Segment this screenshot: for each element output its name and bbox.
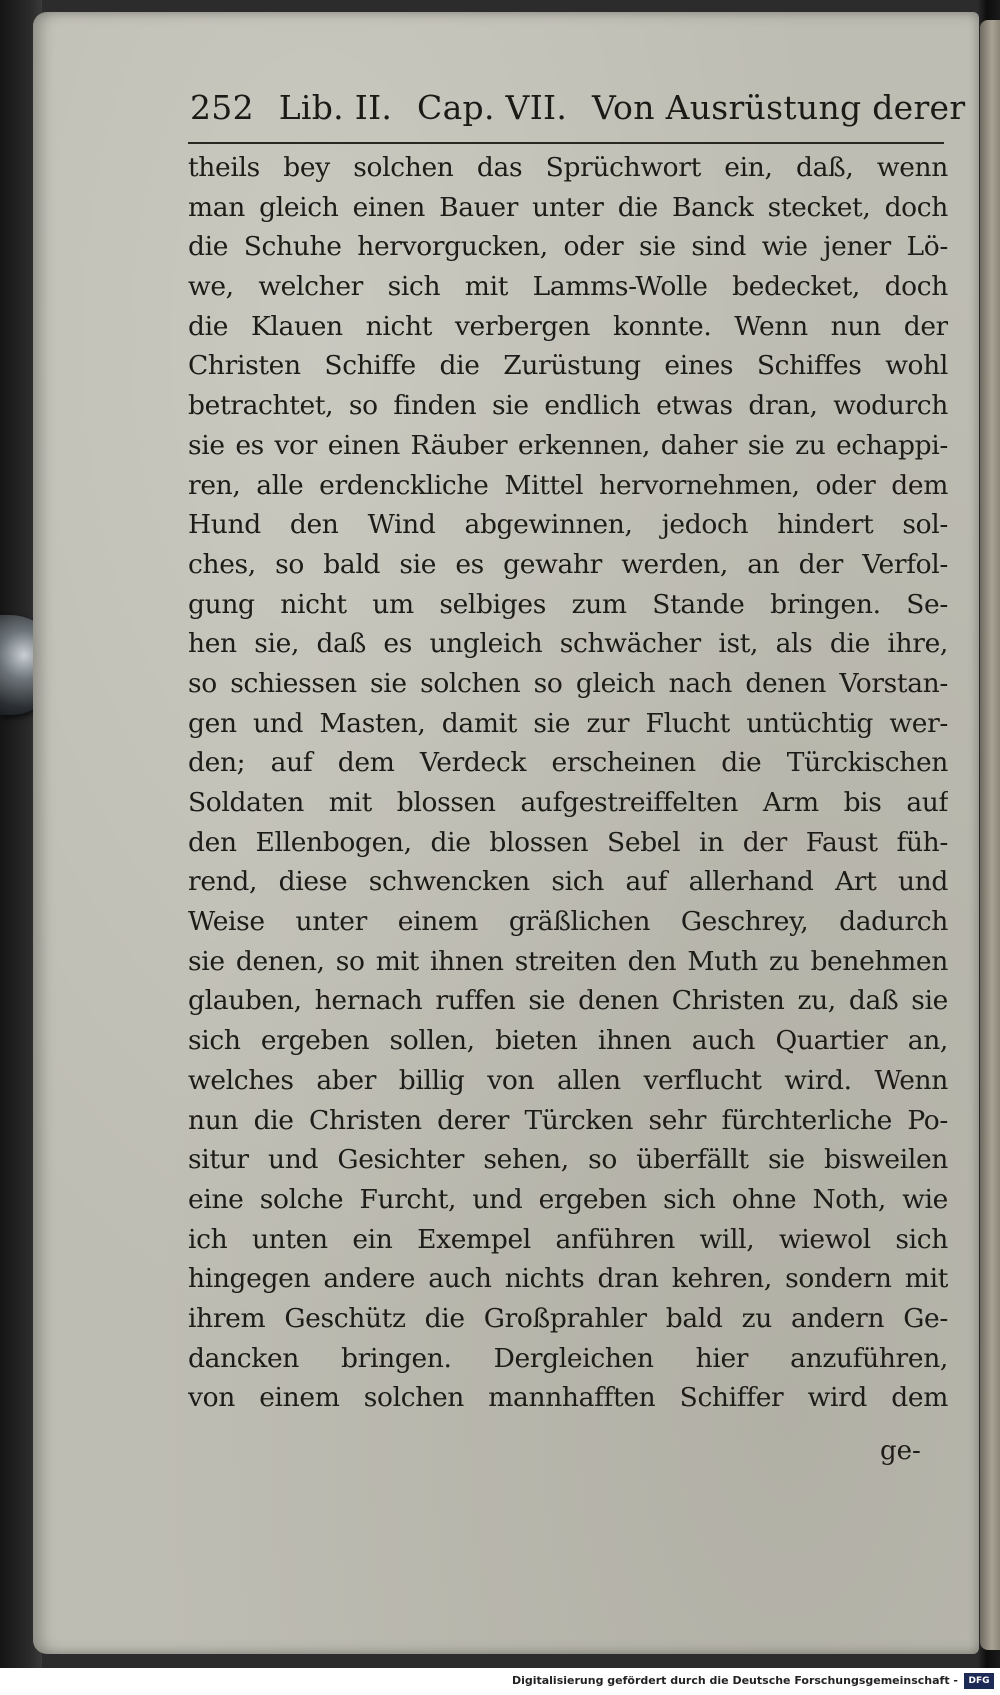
- text-line: von einem solchen mannhafften Schiffer wird dem: [188, 1382, 948, 1414]
- text-line: situr und Gesichter sehen, so überfällt sie bisweilen: [188, 1144, 948, 1176]
- book-number: Lib. II.: [278, 88, 393, 127]
- text-line: gung nicht um selbiges zum Stande bringen. Se-: [188, 588, 948, 620]
- text-line: ches, so bald sie es gewahr werden, an der Verfol-: [188, 548, 948, 580]
- funding-credit: Digitalisierung gefördert durch die Deutsche Forschungsgemeinschaft -: [511, 1674, 958, 1687]
- footer-bar: [0, 1668, 1000, 1695]
- text-line: man gleich einen Bauer unter die Banck stecket, doch: [188, 191, 948, 223]
- body-text: [188, 148, 948, 1418]
- text-line: den; auf dem Verdeck erscheinen die Türckischen: [188, 747, 948, 779]
- text-line: sich ergeben sollen, bieten ihnen auch Quartier an,: [188, 1025, 948, 1057]
- text-line: rend, diese schwencken sich auf allerhand Art und: [188, 866, 948, 898]
- text-line: we, welcher sich mit Lamms-Wolle bedecket, doch: [188, 271, 948, 303]
- text-line: nun die Christen derer Türcken sehr fürchterliche Po-: [188, 1104, 948, 1136]
- text-line: eine solche Furcht, und ergeben sich ohne Noth, wie: [188, 1183, 948, 1215]
- text-line: ihrem Geschütz die Großprahler bald zu andern Ge-: [188, 1302, 948, 1334]
- text-line: ren, alle erdenckliche Mittel hervornehmen, oder dem: [188, 469, 948, 501]
- text-line: Soldaten mit blossen aufgestreiffelten Arm bis auf: [188, 787, 948, 818]
- text-line: betrachtet, so finden sie endlich etwas dran, wodurch: [188, 390, 948, 422]
- chapter-number: Cap. VII.: [417, 88, 568, 127]
- text-line: gen und Masten, damit sie zur Flucht untüchtig wer-: [188, 707, 948, 739]
- facing-page-edge: [980, 20, 1000, 1650]
- text-line: die Schuhe hervorgucken, oder sie sind wie jener Lö-: [188, 231, 948, 263]
- page-number: 252: [190, 88, 254, 127]
- text-line: dancken bringen. Dergleichen hier anzuführen,: [188, 1342, 948, 1374]
- header-rule: [188, 142, 944, 144]
- dfg-logo: DFG: [964, 1673, 994, 1689]
- text-line: die Klauen nicht verbergen konnte. Wenn nun der: [188, 310, 948, 342]
- text-line: Hund den Wind abgewinnen, jedoch hindert sol-: [188, 509, 948, 541]
- text-line: hen sie, daß es ungleich schwächer ist, als die ihre,: [188, 628, 948, 660]
- text-line: hingegen andere auch nichts dran kehren, sondern mit: [188, 1263, 948, 1295]
- text-line: ich unten ein Exempel anführen will, wiewol sich: [188, 1223, 948, 1255]
- text-line: welches aber billig von allen verflucht wird. Wenn: [188, 1064, 948, 1096]
- text-line: glauben, hernach ruffen sie denen Christen zu, daß sie: [188, 985, 948, 1017]
- text-line: den Ellenbogen, die blossen Sebel in der Faust füh-: [188, 826, 948, 858]
- running-title: Von Ausrüstung derer: [591, 88, 966, 127]
- text-line: Christen Schiffe die Zurüstung eines Schiffes wohl: [188, 350, 948, 382]
- text-line: Weise unter einem gräßlichen Geschrey, dadurch: [188, 906, 948, 938]
- catchword: ge-: [880, 1436, 921, 1466]
- text-line: so schiessen sie solchen so gleich nach denen Vorstan-: [188, 667, 948, 699]
- text-line: sie es vor einen Räuber erkennen, daher sie zu echappi-: [188, 429, 948, 461]
- text-line: sie denen, so mit ihnen streiten den Muth zu benehmen: [188, 945, 948, 977]
- running-header: [190, 88, 966, 138]
- text-line: theils bey solchen das Sprüchwort ein, daß, wenn: [188, 152, 948, 183]
